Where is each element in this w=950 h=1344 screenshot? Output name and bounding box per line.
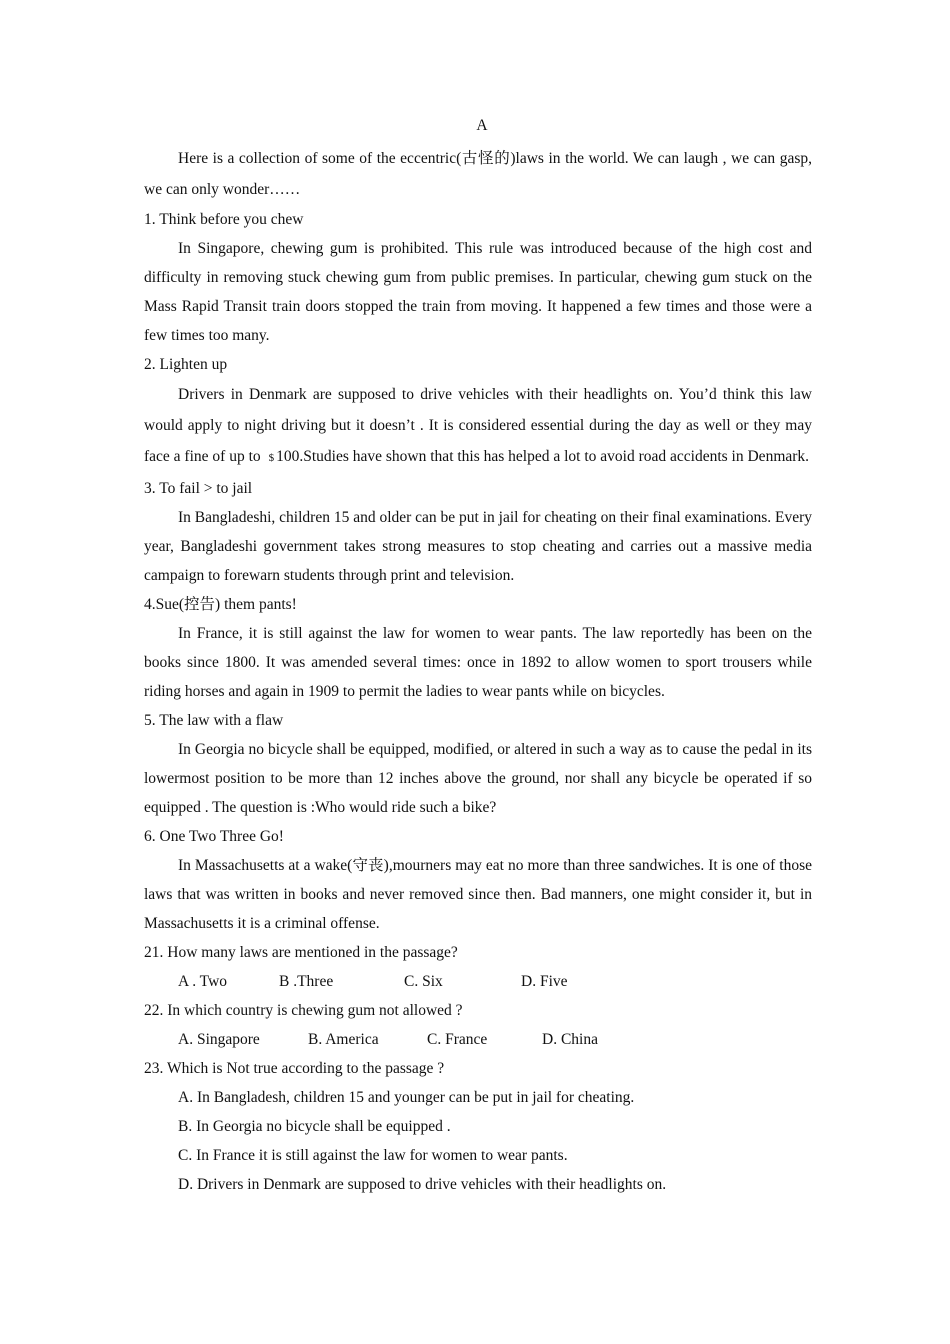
section-body-3: In Bangladeshi, children 15 and older can be put in jail for cheating on their final examinations. Every year, Bangladeshi government takes strong measures to stop cheating and carries out a massive media campaign to forewarn students through print and television. bbox=[144, 509, 813, 584]
section-body-2-part2: 100.Studies have shown that this has helped a lot to avoid road accidents in Denmark. bbox=[276, 448, 810, 465]
question-22-stem: 22. In which country is chewing gum not allowed ? bbox=[144, 1002, 463, 1019]
section-title-6: 6. One Two Three Go! bbox=[144, 828, 284, 845]
question-21-stem: 21. How many laws are mentioned in the passage? bbox=[144, 944, 458, 961]
question-22-option-c[interactable]: C. France bbox=[427, 1031, 488, 1048]
question-23-option-a[interactable]: A. In Bangladesh, children 15 and younger can be put in jail for cheating. bbox=[178, 1089, 635, 1106]
question-22-options bbox=[144, 1025, 812, 1054]
question-23-option-b[interactable]: B. In Georgia no bicycle shall be equipped . bbox=[178, 1118, 451, 1135]
section-title-5: 5. The law with a flaw bbox=[144, 712, 284, 729]
reading-passage bbox=[144, 114, 812, 1199]
section-body-1: In Singapore, chewing gum is prohibited. This rule was introduced because of the high cost and difficulty in removing stuck chewing gum from public premises. In particular, chewing gum stuck on the Mass Rapid Transit train doors stopped the train from moving. It happened a few times and those were a few times too many. bbox=[144, 240, 812, 344]
currency-symbol: $ bbox=[268, 452, 275, 464]
question-21-option-a[interactable]: A . Two bbox=[178, 973, 228, 990]
section-body-5: In Georgia no bicycle shall be equipped, modified, or altered in such a way as to cause the pedal in its lowermost position to be more than 12 inches above the ground, nor shall any bicycle be operated if so equipped . The question is :Who would ride such a bike? bbox=[144, 741, 812, 816]
section-body-4: In France, it is still against the law for women to wear pants. The law reportedly has been on the books since 1800. It was amended several times: once in 1892 to allow women to sport trousers while riding horses and again in 1909 to permit the ladies to wear pants while on bicycles. bbox=[144, 625, 812, 700]
passage-heading: A bbox=[476, 117, 488, 134]
question-23-option-d[interactable]: D. Drivers in Denmark are supposed to drive vehicles with their headlights on. bbox=[178, 1176, 667, 1193]
question-21-option-b[interactable]: B .Three bbox=[279, 973, 334, 990]
section-body-2 bbox=[144, 379, 812, 474]
question-23-options bbox=[144, 1083, 812, 1199]
question-23-option-c[interactable]: C. In France it is still against the law for women to wear pants. bbox=[178, 1147, 568, 1164]
question-21-option-c[interactable]: C. Six bbox=[404, 973, 443, 990]
question-22-option-a[interactable]: A. Singapore bbox=[178, 1031, 260, 1048]
section-body-6: In Massachusetts at a wake(守丧),mourners may eat no more than three sandwiches. It is one of those laws that was written in books and never removed since then. Bad manners, one might consider it, but in Massachusetts it is a criminal offense. bbox=[144, 857, 812, 932]
section-title-4: 4.Sue(控告) them pants! bbox=[144, 596, 297, 613]
question-22-option-d[interactable]: D. China bbox=[542, 1031, 598, 1048]
section-title-2: 2. Lighten up bbox=[144, 356, 228, 373]
question-21-options bbox=[144, 967, 812, 996]
section-title-3: 3. To fail > to jail bbox=[144, 480, 253, 497]
section-body-2-part1: Drivers in Denmark are supposed to drive vehicles with their headlights on. You’d think this law would apply to night driving but it doesn’t . It is considered essential during the day as well or they may face a fine of up to bbox=[144, 386, 812, 465]
question-21-option-d[interactable]: D. Five bbox=[521, 973, 568, 990]
intro-paragraph: Here is a collection of some of the eccentric(古怪的)laws in the world. We can laugh , we can gasp, we can only wonder…… bbox=[144, 150, 812, 198]
section-title-1: 1. Think before you chew bbox=[144, 211, 304, 228]
question-22-option-b[interactable]: B. America bbox=[308, 1031, 379, 1048]
question-23-stem: 23. Which is Not true according to the passage ? bbox=[144, 1060, 445, 1077]
